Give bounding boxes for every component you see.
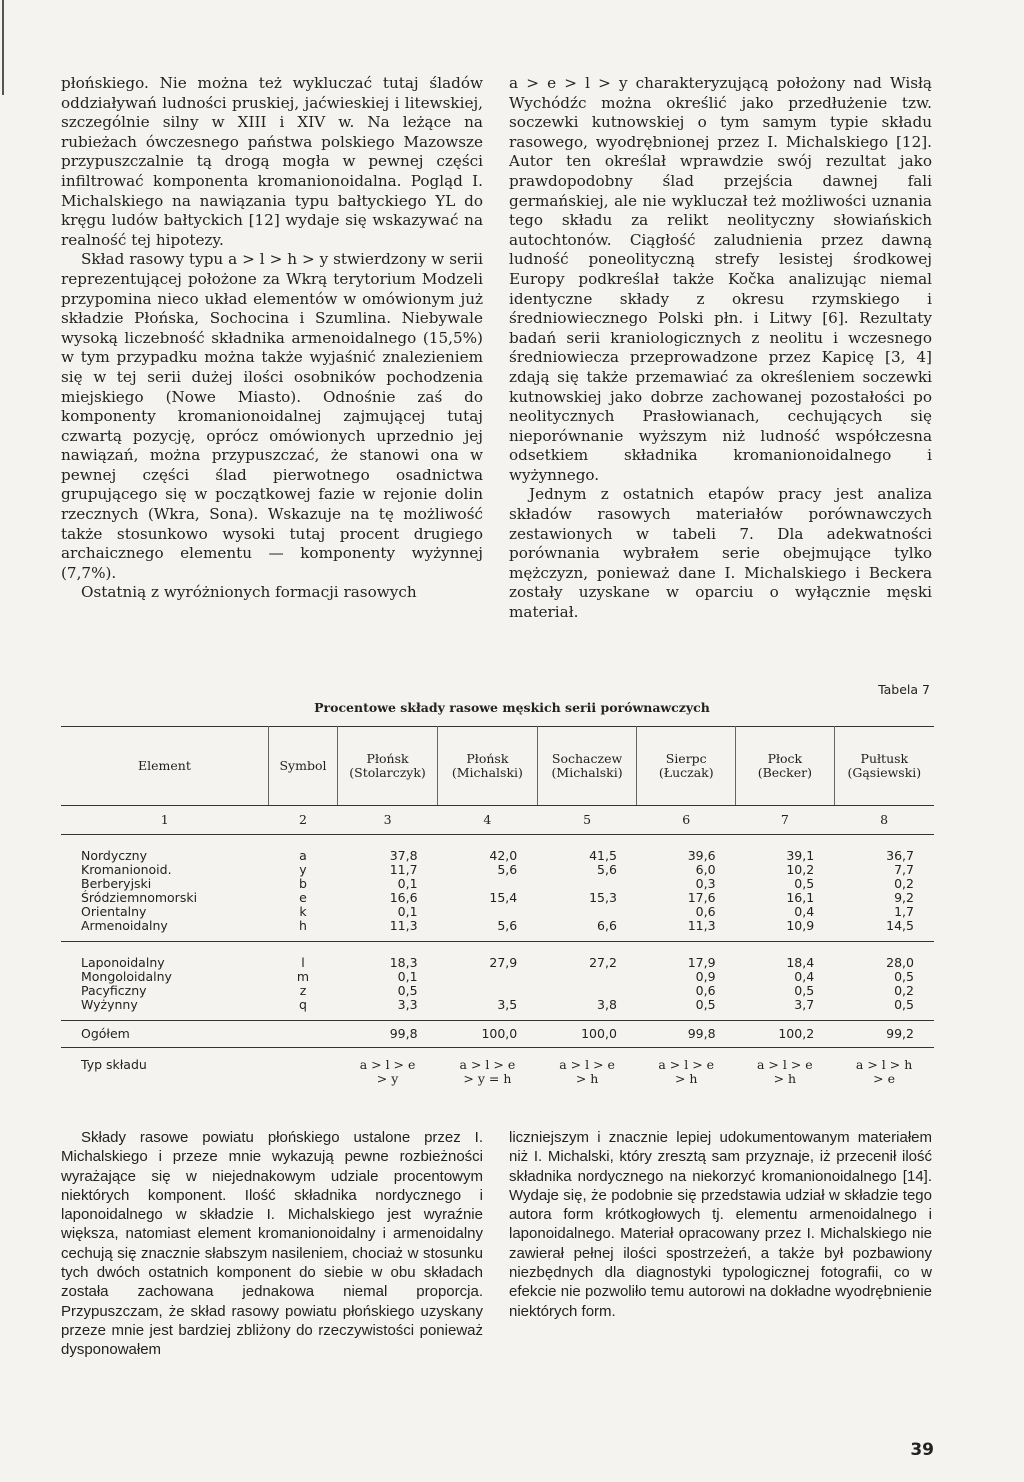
column-left-top <box>61 74 483 603</box>
header-cell: Element <box>61 727 268 806</box>
paragraph: Składy rasowe powiatu płońskiego ustalone przez I. Michalskiego i przeze mnie wykazują pewne rozbieżności wyrażające się w niejednakowym udziale procentowym niektórych komponent. Ilość składnika nordycznego i laponoidalnego w składzie I. Michalskiego jest wyraźnie większa, natomiast element kromanionoidalny i armenoidalny cechują się znacznie słabszym nasileniem, chociaż w stosunku tych dwóch ostatnich komponent do siebie w obu składach została zachowana jednakowa niemal proporcja. Przypuszczam, że skład rasowy powiatu płońskiego uzyskany przeze mnie jest bardziej zbliżony do rzeczywistości ponieważ dysponowałem <box>61 1129 483 1359</box>
percentage-cell: 42,0 <box>489 848 518 863</box>
paragraph: Jednym z ostatnich etapów pracy jest analiza składów rasowych materiałów porównawczych zestawionych w tabeli 7. Dla adekwatności porównania wybrałem serie obejmujące tylko mężczyzn, ponieważ dane I. Michalskiego i Beckera zostały uzyskane w oparciu o wyłącznie męski materiał. <box>509 485 932 622</box>
percentage-cell: 5,6 <box>438 919 538 942</box>
total-cell: 99,2 <box>834 1021 934 1048</box>
percentage-cell: 0,6 <box>695 983 716 998</box>
percentage-cell: 3,3 <box>338 998 438 1021</box>
total-cell: 100,0 <box>537 1021 637 1048</box>
percentage-cell: 0,4 <box>794 969 815 984</box>
column-number: 2 <box>268 806 337 835</box>
composition-type-cell <box>736 1048 835 1087</box>
header-cell: Sierpc (Łuczak) <box>637 727 736 806</box>
composition-type-cell <box>834 1048 934 1087</box>
header-cell: Symbol <box>268 727 337 806</box>
table-row <box>61 835 934 864</box>
table-header-row <box>61 727 934 806</box>
percentage-cell: 0,2 <box>894 983 914 998</box>
percentage-cell: 1,7 <box>894 904 914 919</box>
percentage-cell: 0,6 <box>695 904 716 919</box>
column-number: 3 <box>338 806 438 835</box>
table-label: Tabela 7 <box>878 682 930 697</box>
empty-cell <box>268 1048 337 1087</box>
element-name: Laponoidalny <box>81 955 165 970</box>
header-cell: Płock (Becker) <box>736 727 835 806</box>
table-row <box>61 942 934 971</box>
percentage-cell: 41,5 <box>589 848 617 863</box>
paragraph: liczniejszym i znacznie lepiej udokumentowanym materiałem niż I. Michalski, który zresztą sam przyznaje, iż przecenił ilość składnika nordycznego na niekorzyć kromanionoidalnego [14]. Wydaje się, że podobnie się przedstawia udział w składzie tego autora form krótkogłowych tj. elementu armenoidalnego i laponoidalnego. Materiał opracowany przez I. Michalskiego nie zawierał pełnej ilości spostrzeżeń, a także był pozbawiony niezbędnych dla diagnostyki typologicznej fotografii, co w efekcie nie pozwoliło temu autorowi na dokładne wyodrębnienie niektórych form. <box>509 1129 932 1320</box>
percentage-cell: 27,2 <box>589 955 617 970</box>
percentage-cell: 17,6 <box>687 890 716 905</box>
element-symbol: l <box>301 955 305 970</box>
percentage-cell: 18,4 <box>786 955 815 970</box>
table-row <box>61 998 934 1021</box>
percentage-cell: 3,5 <box>438 998 538 1021</box>
total-cell: 100,2 <box>736 1021 835 1048</box>
composition-type-line2: > y <box>376 1071 399 1086</box>
column-number: 7 <box>736 806 835 835</box>
page-number: 39 <box>910 1440 934 1460</box>
composition-type-line2: > h <box>575 1071 599 1086</box>
table-row <box>61 891 934 905</box>
composition-type-line2: > h <box>773 1071 797 1086</box>
header-cell: Sochaczew (Michalski) <box>537 727 637 806</box>
element-symbol: z <box>299 983 307 998</box>
element-name: Orientalny <box>81 904 147 919</box>
percentage-cell: 0,4 <box>794 904 815 919</box>
header-cell: Płońsk (Stolarczyk) <box>338 727 438 806</box>
percentage-cell: 0,2 <box>894 876 914 891</box>
percentage-cell: 11,7 <box>389 862 418 877</box>
percentage-cell: 0,5 <box>794 983 815 998</box>
total-cell: 99,8 <box>637 1021 736 1048</box>
percentage-cell: 15,3 <box>589 890 617 905</box>
element-name: Pacyficzny <box>81 983 147 998</box>
composition-type-line2: > e <box>873 1071 895 1086</box>
table-row <box>61 970 934 984</box>
composition-type-line1: a > l > e <box>559 1057 615 1072</box>
percentage-cell: 27,9 <box>489 955 518 970</box>
comparison-table <box>61 726 934 1086</box>
header-cell: Pułtusk (Gąsiewski) <box>834 727 934 806</box>
column-right-bottom <box>509 1128 932 1321</box>
percentage-cell: 5,6 <box>597 862 617 877</box>
percentage-cell: 6,6 <box>537 919 637 942</box>
percentage-cell: 3,8 <box>537 998 637 1021</box>
element-symbol: e <box>299 890 307 905</box>
composition-type-line1: a > l > h <box>855 1057 913 1072</box>
element-name: Nordyczny <box>81 848 148 863</box>
column-number: 8 <box>834 806 934 835</box>
percentage-cell: 10,9 <box>736 919 835 942</box>
percentage-cell: 0,5 <box>397 983 418 998</box>
column-number: 1 <box>61 806 268 835</box>
column-number: 6 <box>637 806 736 835</box>
element-symbol: y <box>299 862 307 877</box>
paragraph: a > e > l > y charakteryzującą położony nad Wisłą Wychódźc można określić jako przedłużenie tzw. soczewki kutnowskiej o tym samym typie składu rasowego, wyodrębnionej przez I. Michalskiego [12]. Autor ten określał wprawdzie swój rezultat jako prawdopodobny ślad przejścia dawnej fali germańskiej, ale nie wykluczał też możliwości uznania tego składu za relikt neolityczny słowiańskich autochtonów. Ciągłość zaludnienia przez dawną ludność poneolityczną strefy lesistej środkowej Europy podkreślał także Kočka analizując niemal identyczne składy z okresu rzymskiego i średniowiecznego Polski płn. i Litwy [6]. Rezultaty badań serii kraniologicznych z neolitu i wczesnego średniowiecza przeprowadzone przez Kapicę [3, 4] zdają się także przemawiać za określeniem soczewki kutnowskiej jako dobrze zachowanej pozostałości po neolitycznych Prasłowianach, cechujących się nieporównanie wyższym niż ludność współczesna odsetkiem składnika kromanionoidalnego i wyżynnego. <box>509 74 932 484</box>
percentage-cell: 0,5 <box>834 998 934 1021</box>
column-number: 5 <box>537 806 637 835</box>
element-symbol: a <box>299 848 307 863</box>
composition-type-cell <box>637 1048 736 1087</box>
column-left-bottom <box>61 1128 483 1360</box>
total-row <box>61 1021 934 1048</box>
composition-type-line1: a > l > e <box>359 1057 416 1072</box>
percentage-cell <box>537 984 637 998</box>
percentage-cell <box>537 905 637 919</box>
percentage-cell: 28,0 <box>886 955 914 970</box>
table-row <box>61 919 934 942</box>
column-number-row <box>61 806 934 835</box>
percentage-cell: 5,6 <box>497 862 518 877</box>
table-row <box>61 984 934 998</box>
binding-edge <box>2 0 4 95</box>
percentage-cell <box>438 984 538 998</box>
element-symbol: q <box>268 998 337 1021</box>
percentage-cell: 7,7 <box>894 862 914 877</box>
composition-type-cell <box>537 1048 637 1087</box>
percentage-cell: 0,1 <box>397 969 418 984</box>
total-cell: 100,0 <box>438 1021 538 1048</box>
composition-type-label: Typ składu <box>81 1057 147 1072</box>
percentage-cell: 3,7 <box>736 998 835 1021</box>
percentage-cell: 0,1 <box>397 904 418 919</box>
percentage-cell: 0,9 <box>695 969 716 984</box>
percentage-cell: 16,1 <box>786 890 815 905</box>
element-name: Wyżynny <box>61 998 268 1021</box>
percentage-cell: 10,2 <box>786 862 815 877</box>
percentage-cell: 16,6 <box>389 890 418 905</box>
element-name: Kromanionoid. <box>81 862 172 877</box>
element-name: Mongoloidalny <box>81 969 172 984</box>
percentage-cell: 0,5 <box>637 998 736 1021</box>
percentage-cell: 17,9 <box>687 955 716 970</box>
table-caption: Procentowe składy rasowe męskich serii porównawczych <box>314 700 710 715</box>
percentage-cell: 39,1 <box>786 848 815 863</box>
element-name: Armenoidalny <box>61 919 268 942</box>
composition-type-cell <box>338 1048 438 1087</box>
percentage-cell: 0,3 <box>695 876 716 891</box>
table-row <box>61 877 934 891</box>
total-label: Ogółem <box>61 1021 268 1048</box>
header-cell: Płońsk (Michalski) <box>438 727 538 806</box>
percentage-cell: 6,0 <box>695 862 716 877</box>
percentage-cell: 9,2 <box>894 890 914 905</box>
column-right-top <box>509 74 932 623</box>
total-cell: 99,8 <box>338 1021 438 1048</box>
table-row <box>61 863 934 877</box>
percentage-cell: 0,5 <box>794 876 815 891</box>
composition-type-line1: a > l > e <box>757 1057 813 1072</box>
percentage-cell: 0,1 <box>397 876 418 891</box>
element-symbol: b <box>299 876 307 891</box>
percentage-cell: 37,8 <box>389 848 418 863</box>
table-row <box>61 905 934 919</box>
percentage-cell: 39,6 <box>687 848 716 863</box>
percentage-cell: 14,5 <box>834 919 934 942</box>
percentage-cell <box>438 877 538 891</box>
element-symbol: h <box>268 919 337 942</box>
element-name: Śródziemnomorski <box>81 890 198 905</box>
percentage-cell: 36,7 <box>886 848 914 863</box>
composition-type-line2: > y = h <box>463 1071 512 1086</box>
percentage-cell: 18,3 <box>389 955 418 970</box>
element-symbol: k <box>299 904 307 919</box>
element-symbol: m <box>296 969 310 984</box>
composition-type-line1: a > l > e <box>658 1057 715 1072</box>
composition-type-row <box>61 1048 934 1087</box>
percentage-cell: 11,3 <box>338 919 438 942</box>
composition-type-cell <box>438 1048 538 1087</box>
composition-type-line1: a > l > e <box>459 1057 516 1072</box>
empty-cell <box>268 1021 337 1048</box>
paragraph: płońskiego. Nie można też wykluczać tutaj śladów oddziaływań ludności pruskiej, jaćwieskiej i litewskiej, szczególnie silny w XIII i XIV w. Na leżące na rubieżach ówczesnego państwa polskiego Mazowsze przypuszczalnie tą drogą mogła w pewnej części infiltrować komponenta kromanionoidalna. Pogląd I. Michalskiego na nawiązania typu bałtyckiego YL do kręgu ludów bałtyckich [12] wydaje się wskazywać na realność tej hipotezy. <box>61 74 483 249</box>
percentage-cell: 15,4 <box>489 890 518 905</box>
paragraph: Skład rasowy typu a > l > h > y stwierdzony w serii reprezentującej położone za Wkrą terytorium Modzeli przypomina nieco układ elementów w omówionym już składzie Płońska, Sochocina i Szumlina. Niebywale wysoką liczebność składnika armenoidalnego (15,5%) w tym przypadku można także wyjaśnić znalezieniem się w tej serii dużej ilości osobników pochodzenia miejskiego (Nowe Miasto). Odnośnie zaś do komponenty kromanionoidalnej zajmującej tutaj czwartą pozycję, oprócz omówionych uprzednio jej nawiązań, można przypuszczać, że stanowi ona w pewnej części ślad pierwotnego osadnictwa grupującego się w początkowej fazie w rejonie dolin rzecznych (Wkra, Sona). Wskazuje na tę możliwość także stosunkowo wysoki tutaj procent drugiego archaicznego elementu — komponenty wyżynnej (7,7%). <box>61 250 483 582</box>
percentage-cell <box>438 970 538 984</box>
percentage-cell: 11,3 <box>637 919 736 942</box>
column-number: 4 <box>438 806 538 835</box>
percentage-cell: 0,5 <box>894 969 914 984</box>
percentage-cell <box>537 970 637 984</box>
percentage-cell <box>537 877 637 891</box>
percentage-cell <box>438 905 538 919</box>
paragraph: Ostatnią z wyróżnionych formacji rasowych <box>81 583 417 602</box>
composition-type-line2: > h <box>674 1071 698 1086</box>
element-name: Berberyjski <box>81 876 152 891</box>
